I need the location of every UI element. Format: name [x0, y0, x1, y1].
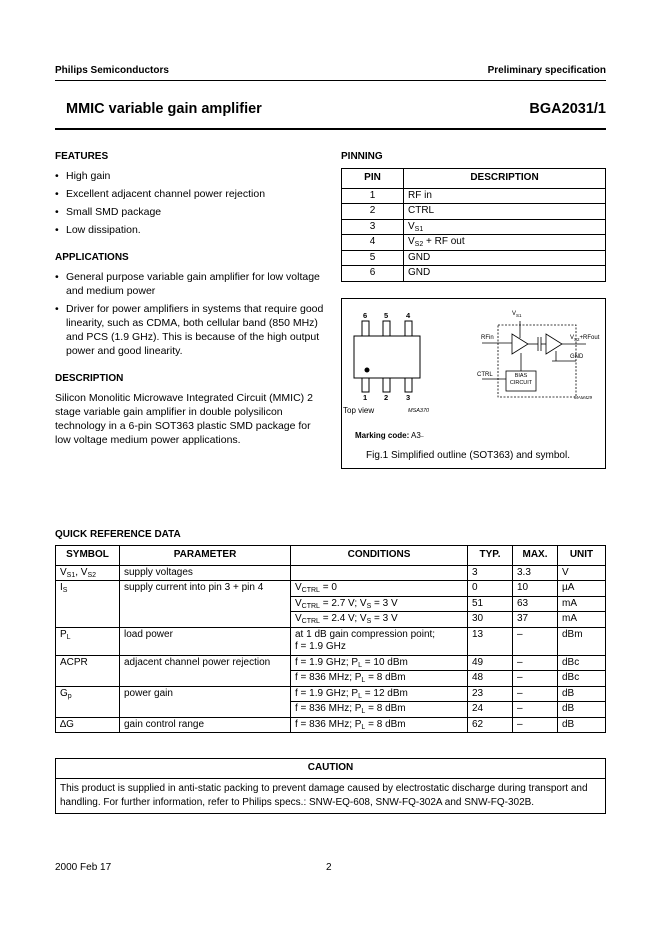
- parameter-cell: supply current into pin 3 + pin 4: [120, 581, 291, 628]
- max-cell: –: [513, 702, 558, 718]
- max-cell: –: [513, 686, 558, 702]
- unit-cell: mA: [558, 596, 606, 612]
- table-row: [56, 581, 606, 597]
- list-item: • Small SMD package: [55, 205, 325, 219]
- gnd-label: GND: [570, 354, 584, 360]
- conditions-cell: f = 836 MHz; $P_L = 8$ dBm: [291, 671, 468, 687]
- table-header-row: [56, 546, 606, 566]
- table-row: [56, 565, 606, 581]
- col-max: MAX.: [513, 546, 558, 566]
- top-pin-label: 6: [363, 311, 368, 320]
- parameter-cell: power gain: [120, 686, 291, 717]
- sot363-package: [354, 321, 420, 392]
- description-heading: DESCRIPTION: [55, 373, 124, 384]
- drawing-code-right: MAM429: [574, 395, 593, 400]
- typ-cell: 62: [468, 717, 513, 733]
- col-parameter: PARAMETER: [120, 546, 291, 566]
- description-text: Silicon Monolitic Microwave Integrated Circuit (MMIC) 2 stage variable gain amplifier in double polysilicon technology in a 6-pin SOT363 plastic SMD package for low voltage medium power applications.: [55, 392, 313, 446]
- max-cell: 63: [513, 596, 558, 612]
- marking-code: Marking code: A3–: [355, 431, 424, 440]
- pin-description: GND: [404, 250, 606, 266]
- package-pin-2: [383, 378, 390, 392]
- symbol-cell: $I_S$: [56, 581, 120, 628]
- parameter-cell: load power: [120, 627, 291, 655]
- top-pin-label: 5: [384, 311, 389, 320]
- symbol-cell: ACPR: [56, 655, 120, 686]
- pin-number: 5: [342, 250, 404, 266]
- typ-cell: 13: [468, 627, 513, 655]
- page-number: 2: [326, 862, 332, 873]
- max-cell: –: [513, 655, 558, 671]
- pin-description: $V_{S2}$ + RF out: [404, 235, 606, 251]
- pin-number: 6: [342, 266, 404, 282]
- vs2-rfout-label: $V_{S2}+RFout$: [570, 335, 600, 342]
- symbol-cell: $G_p$: [56, 686, 120, 717]
- symbol-cell: ∆G: [56, 717, 120, 733]
- header-rule: [55, 80, 606, 81]
- conditions-cell: f = 836 MHz; $P_L = 8$ dBm: [291, 702, 468, 718]
- typ-cell: 3: [468, 565, 513, 581]
- qrd-heading: QUICK REFERENCE DATA: [55, 529, 181, 540]
- list-item: • Excellent adjacent channel power rejection: [55, 187, 325, 201]
- unit-cell: dB: [558, 702, 606, 718]
- pin-description: RF in: [404, 188, 606, 204]
- typ-cell: 51: [468, 596, 513, 612]
- amplifier-stage-2-icon: [546, 334, 562, 354]
- caution-text: This product is supplied in anti-static packing to prevent damage caused by electrostatic discharge during transport and handling. For further information, refer to Philips specs.: SNW-EQ-608, SNW-FQ-302A and SNW-FQ-302B.: [56, 778, 606, 813]
- list-item: • High gain: [55, 169, 325, 183]
- conditions-cell: f = 836 MHz; $P_L = 8$ dBm: [291, 717, 468, 733]
- title-rule: [55, 128, 606, 130]
- table-row: [342, 235, 606, 251]
- quick-reference-table: [55, 545, 606, 733]
- table-row: [342, 266, 606, 282]
- col-unit: UNIT: [558, 546, 606, 566]
- table-row: [342, 219, 606, 235]
- pin-description: CTRL: [404, 204, 606, 220]
- document-status: Preliminary specification: [487, 65, 606, 76]
- pin-description: $V_{S1}$: [404, 219, 606, 235]
- pin-number: 4: [342, 235, 404, 251]
- max-cell: –: [513, 717, 558, 733]
- conditions-cell: $V_{CTRL} = 0$: [291, 581, 468, 597]
- conditions-cell: f = 1.9 GHz; $P_L = 10$ dBm: [291, 655, 468, 671]
- caution-box: [55, 758, 606, 814]
- unit-cell: dBm: [558, 627, 606, 655]
- table-header-row: [342, 169, 606, 189]
- features-heading: FEATURES: [55, 151, 109, 162]
- col-typ: TYP.: [468, 546, 513, 566]
- rfin-label: RFin: [481, 335, 494, 341]
- table-row: [56, 717, 606, 733]
- pinning-table: [341, 168, 606, 282]
- top-view-label: Top view: [343, 406, 375, 415]
- unit-cell: mA: [558, 612, 606, 628]
- bottom-pin-label: 3: [406, 393, 411, 402]
- typ-cell: 23: [468, 686, 513, 702]
- col-pin: PIN: [342, 169, 404, 189]
- list-item: • Driver for power amplifiers in systems that require good linearity, such as CDMA, both cellular band (850 MHz) and PCS (1.9 GHz). This is because of the high output power and good linearity.: [55, 302, 325, 358]
- drawing-code-left: MSA370: [408, 408, 430, 414]
- pinning-heading: PINNING: [341, 151, 383, 162]
- conditions-cell: at 1 dB gain compression point; f = 1.9 GHz: [291, 627, 468, 655]
- package-pin-1: [362, 378, 369, 392]
- bottom-pin-label: 1: [363, 393, 368, 402]
- company-name: Philips Semiconductors: [55, 65, 169, 76]
- unit-cell: V: [558, 565, 606, 581]
- bias-circuit-label: BIAS CIRCUIT: [509, 373, 533, 386]
- unit-cell: dBc: [558, 671, 606, 687]
- table-row: [56, 655, 606, 671]
- typ-cell: 0: [468, 581, 513, 597]
- ctrl-label: CTRL: [477, 372, 493, 378]
- package-pin-5: [383, 321, 390, 336]
- list-item: • Low dissipation.: [55, 223, 325, 237]
- pin-number: 3: [342, 219, 404, 235]
- parameter-cell: supply voltages: [120, 565, 291, 581]
- pin-description: GND: [404, 266, 606, 282]
- applications-list: [55, 270, 325, 358]
- figure-1: [341, 298, 606, 469]
- max-cell: 3.3: [513, 565, 558, 581]
- figure-caption: Fig.1 Simplified outline (SOT363) and symbol.: [366, 450, 570, 461]
- max-cell: 10: [513, 581, 558, 597]
- conditions-cell: $V_{CTRL} = 2.7$ V; $V_S = 3$ V: [291, 596, 468, 612]
- symbol-cell: $V_{S1}$, $V_{S2}$: [56, 565, 120, 581]
- table-row: [342, 204, 606, 220]
- caution-heading: CAUTION: [56, 759, 606, 779]
- typ-cell: 49: [468, 655, 513, 671]
- table-row: [342, 188, 606, 204]
- vs1-label: $V_{S1}$: [512, 311, 522, 318]
- unit-cell: µA: [558, 581, 606, 597]
- typ-cell: 48: [468, 671, 513, 687]
- conditions-cell: $V_{CTRL} = 2.4$ V; $V_S = 3$ V: [291, 612, 468, 628]
- package-pin-4: [405, 321, 412, 336]
- typ-cell: 30: [468, 612, 513, 628]
- unit-cell: dB: [558, 686, 606, 702]
- left-column: [55, 150, 325, 447]
- part-number: BGA2031/1: [529, 101, 606, 117]
- list-item: • General purpose variable gain amplifier for low voltage and medium power: [55, 270, 325, 298]
- max-cell: –: [513, 627, 558, 655]
- table-row: [56, 627, 606, 655]
- pin1-marker-icon: [365, 368, 370, 373]
- col-description: DESCRIPTION: [404, 169, 606, 189]
- package-body: [354, 336, 420, 378]
- col-conditions: CONDITIONS: [291, 546, 468, 566]
- unit-cell: dB: [558, 717, 606, 733]
- package-pin-3: [405, 378, 412, 392]
- bottom-pin-label: 2: [384, 393, 389, 402]
- parameter-cell: gain control range: [120, 717, 291, 733]
- parameter-cell: adjacent channel power rejection: [120, 655, 291, 686]
- features-list: [55, 169, 325, 237]
- pin-number: 1: [342, 188, 404, 204]
- max-cell: –: [513, 671, 558, 687]
- unit-cell: dBc: [558, 655, 606, 671]
- conditions-cell: [291, 565, 468, 581]
- package-outline-diagram: [342, 299, 605, 468]
- top-pin-label: 4: [406, 311, 411, 320]
- symbol-cell: $P_L$: [56, 627, 120, 655]
- pin-number: 2: [342, 204, 404, 220]
- typ-cell: 24: [468, 702, 513, 718]
- table-row: [342, 250, 606, 266]
- col-symbol: SYMBOL: [56, 546, 120, 566]
- max-cell: 37: [513, 612, 558, 628]
- table-row: [56, 686, 606, 702]
- conditions-cell: f = 1.9 GHz; $P_L = 12$ dBm: [291, 686, 468, 702]
- product-title: MMIC variable gain amplifier: [66, 101, 262, 117]
- package-pin-6: [362, 321, 369, 336]
- applications-heading: APPLICATIONS: [55, 252, 129, 263]
- footer-date: 2000 Feb 17: [55, 862, 112, 873]
